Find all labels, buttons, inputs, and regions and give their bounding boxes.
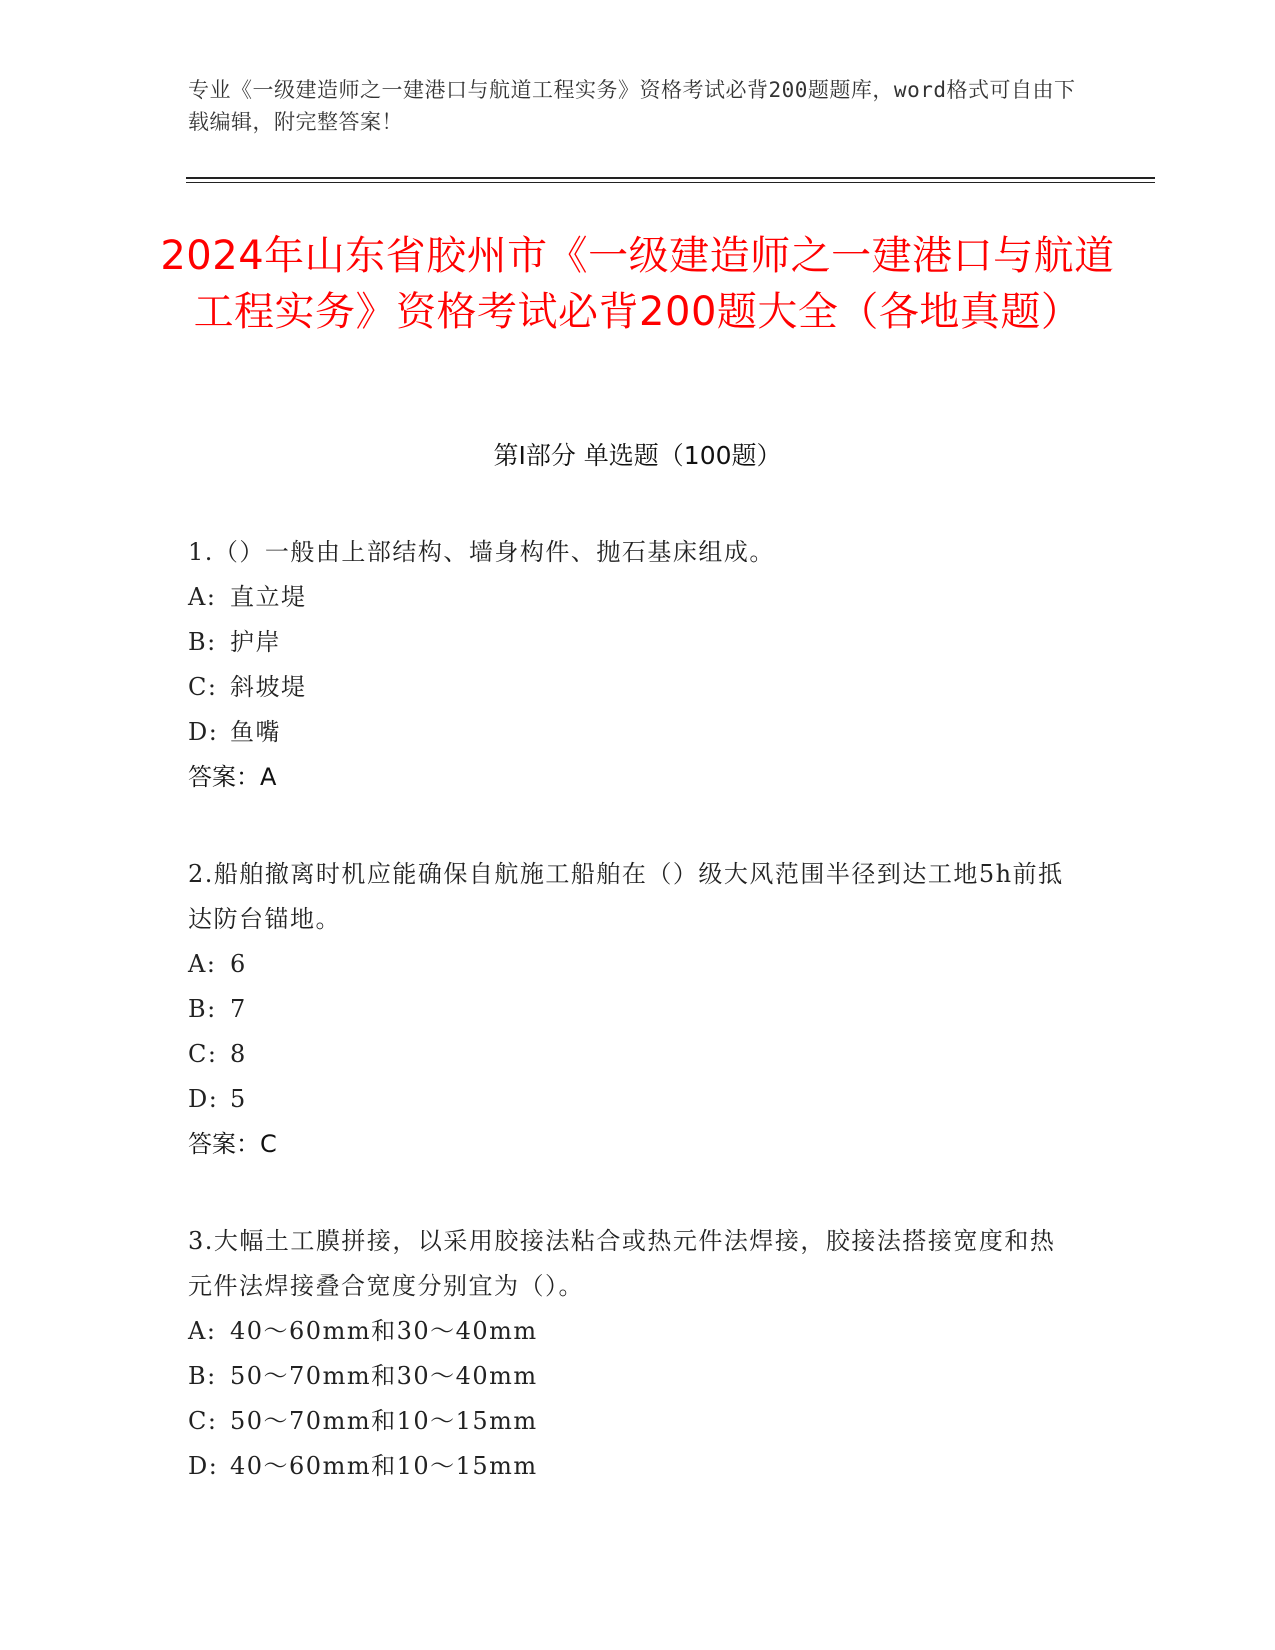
- answer-line: 答案：A: [188, 763, 277, 791]
- option-key: D:: [188, 1085, 219, 1113]
- option-key: C:: [188, 673, 218, 701]
- option-text: 40～60mm和10～15mm: [230, 1452, 538, 1480]
- header-note: 专业《一级建造师之一建港口与航道工程实务》资格考试必背200题题库，word格式可自由下载编辑，附完整答案！: [188, 78, 1076, 134]
- option-text: 斜坡堤: [230, 673, 307, 701]
- option-text: 鱼嘴: [230, 718, 281, 746]
- document-title: 2024年山东省胶州市《一级建造师之一建港口与航道工程实务》资格考试必背200题大全（各地真题）: [160, 233, 1115, 335]
- option-key: B:: [188, 628, 217, 656]
- header-divider-thin: [186, 182, 1155, 183]
- option-text: 8: [230, 1040, 247, 1068]
- option-d: [188, 1444, 1068, 1489]
- option-text: 护岸: [230, 628, 281, 656]
- question-stem: 2.船舶撤离时机应能确保自航施工船舶在（）级大风范围半径到达工地5h前抵达防台锚地。: [188, 860, 1064, 933]
- question-stem: 3.大幅土工膜拼接，以采用胶接法粘合或热元件法焊接，胶接法搭接宽度和热元件法焊接叠合宽度分别宜为（）。: [188, 1227, 1056, 1300]
- option-key: A:: [188, 950, 217, 978]
- option-key: A:: [188, 1317, 217, 1345]
- option-text: 50～70mm和30～40mm: [230, 1362, 538, 1390]
- question-item: [188, 1219, 1068, 1489]
- option-text: 直立堤: [230, 583, 307, 611]
- option-key: B:: [188, 995, 217, 1023]
- option-d: [188, 1077, 1068, 1122]
- question-item: [188, 852, 1068, 1167]
- answer-line: 答案：C: [188, 1130, 277, 1158]
- option-d: [188, 710, 1068, 755]
- option-key: D:: [188, 718, 219, 746]
- section-title: 第I部分 单选题（100题）: [493, 441, 782, 470]
- header-divider-thick: [186, 177, 1155, 179]
- question-stem: 1.（）一般由上部结构、墙身构件、抛石基床组成。: [188, 538, 775, 566]
- option-a: [188, 942, 1068, 987]
- option-c: [188, 665, 1068, 710]
- question-item: [188, 530, 1068, 800]
- option-text: 5: [230, 1085, 247, 1113]
- option-b: [188, 1354, 1068, 1399]
- option-key: C:: [188, 1040, 218, 1068]
- option-text: 50～70mm和10～15mm: [230, 1407, 538, 1435]
- option-b: [188, 620, 1068, 665]
- option-c: [188, 1399, 1068, 1444]
- option-text: 6: [230, 950, 247, 978]
- option-a: [188, 1309, 1068, 1354]
- option-a: [188, 575, 1068, 620]
- option-text: 7: [230, 995, 247, 1023]
- option-key: D:: [188, 1452, 219, 1480]
- question-list: [188, 530, 1068, 1541]
- option-b: [188, 987, 1068, 1032]
- option-key: C:: [188, 1407, 218, 1435]
- option-key: B:: [188, 1362, 217, 1390]
- option-key: A:: [188, 583, 217, 611]
- option-c: [188, 1032, 1068, 1077]
- option-text: 40～60mm和30～40mm: [230, 1317, 538, 1345]
